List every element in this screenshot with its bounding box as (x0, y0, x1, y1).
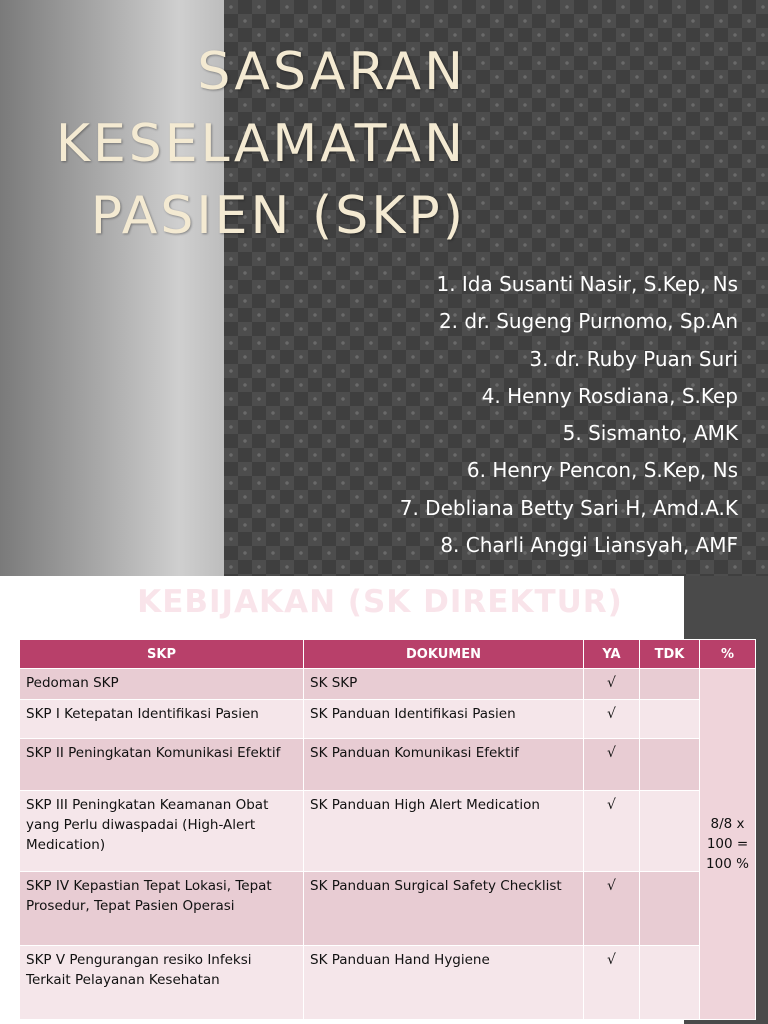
ya-check-cell: √ (584, 669, 640, 700)
slide-title (20, 36, 466, 252)
team-member-list (400, 266, 738, 564)
column-header-percent: % (700, 640, 756, 669)
skp-document-table (19, 639, 756, 1020)
team-member: 7. Debliana Betty Sari H, Amd.A.K (399, 495, 738, 520)
ya-check-cell: √ (584, 739, 640, 791)
column-header-tdk: TDK (640, 640, 700, 669)
table-header-row (20, 640, 756, 669)
dokumen-cell: SK Panduan Komunikasi Efektif (304, 739, 584, 791)
policy-heading: KEBIJAKAN (SK DIREKTUR) (137, 584, 623, 620)
table-row (20, 872, 756, 946)
skp-cell: Pedoman SKP (20, 669, 304, 700)
skp-cell: SKP II Peningkatan Komunikasi Efektif (20, 739, 304, 791)
title-line: KESELAMATAN (55, 114, 466, 174)
dokumen-cell: SK Panduan Identifikasi Pasien (304, 700, 584, 739)
dokumen-cell: SK Panduan Surgical Safety Checklist (304, 872, 584, 946)
team-member: 6. Henry Pencon, S.Kep, Ns (466, 458, 738, 483)
skp-cell: SKP IV Kepastian Tepat Lokasi, Tepat Prosedur, Tepat Pasien Operasi (20, 872, 304, 946)
dokumen-cell: SK SKP (304, 669, 584, 700)
skp-cell: SKP V Pengurangan resiko Infeksi Terkait Pelayanan Kesehatan (20, 946, 304, 1020)
tdk-cell (640, 739, 700, 791)
table-row (20, 700, 756, 739)
column-header-skp: SKP (20, 640, 304, 669)
team-member: 1. Ida Susanti Nasir, S.Kep, Ns (436, 272, 738, 296)
skp-cell: SKP I Ketepatan Identifikasi Pasien (20, 700, 304, 739)
title-line: PASIEN (SKP) (90, 186, 466, 246)
team-member: 2. dr. Sugeng Purnomo, Sp.An (438, 309, 738, 334)
ya-check-cell: √ (584, 946, 640, 1020)
table-row (20, 791, 756, 872)
dokumen-cell: SK Panduan Hand Hygiene (304, 946, 584, 1020)
tdk-cell (640, 669, 700, 700)
team-member: 3. dr. Ruby Puan Suri (529, 346, 738, 371)
dokumen-cell: SK Panduan High Alert Medication (304, 791, 584, 872)
percent-cell: 8/8 x 100 = 100 % (700, 669, 756, 1020)
title-line: SASARAN (197, 42, 466, 102)
ya-check-cell: √ (584, 872, 640, 946)
skp-cell: SKP III Peningkatan Keamanan Obat yang Perlu diwaspadai (High-Alert Medication) (20, 791, 304, 872)
tdk-cell (640, 700, 700, 739)
team-member: 4. Henny Rosdiana, S.Kep (481, 383, 738, 408)
table-row (20, 739, 756, 791)
table-row (20, 669, 756, 700)
column-header-dokumen: DOKUMEN (304, 640, 584, 669)
ya-check-cell: √ (584, 791, 640, 872)
tdk-cell (640, 791, 700, 872)
team-member: 8. Charli Anggi Liansyah, AMF (440, 533, 738, 558)
team-member: 5. Sismanto, AMK (562, 421, 738, 446)
table-row (20, 946, 756, 1020)
tdk-cell (640, 872, 700, 946)
ya-check-cell: √ (584, 700, 640, 739)
tdk-cell (640, 946, 700, 1020)
column-header-ya: YA (584, 640, 640, 669)
